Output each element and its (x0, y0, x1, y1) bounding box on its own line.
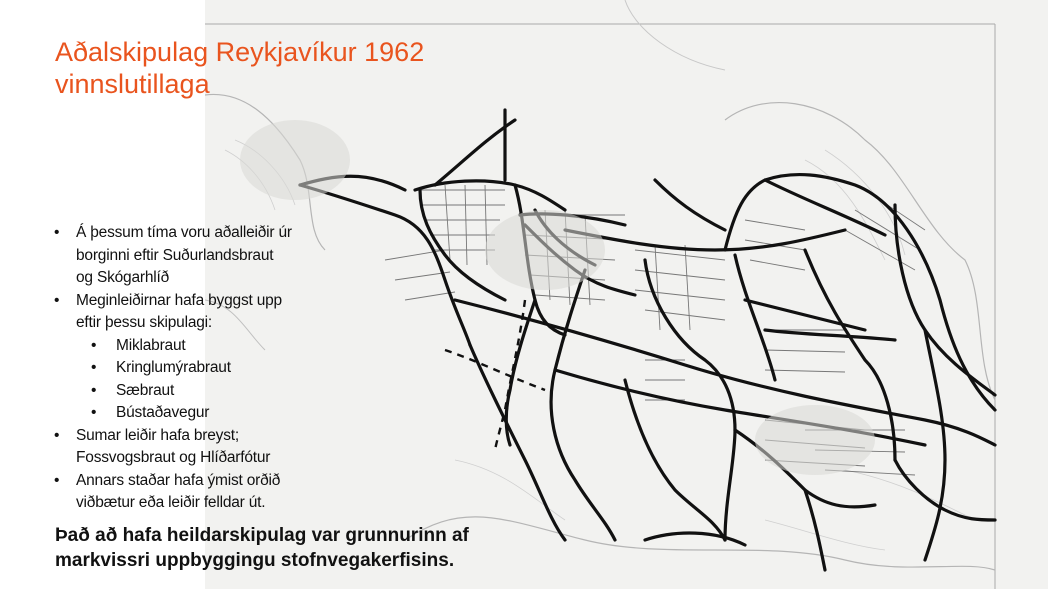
bullet-line: borginni eftir Suðurlandsbraut (76, 246, 274, 264)
bullet-line: • Annars staðar hafa ýmist orðið (76, 471, 281, 489)
bullet-line: • Á þessum tíma voru aðalleiðir úr (76, 224, 292, 241)
bullet-line: • Meginleiðirnar hafa byggst upp (76, 291, 282, 309)
bullet-item (54, 222, 354, 290)
bullet-item (54, 470, 354, 515)
conclusion-line: Það að hafa heildarskipulag var grunnurinn af (55, 525, 469, 546)
conclusion-line: markvissri uppbyggingu stofnvegakerfisins. (55, 550, 455, 571)
bullet-line: og Skógarhlíð (76, 269, 170, 286)
slide-title (55, 36, 475, 100)
bullet-list (54, 222, 354, 515)
sub-bullet-item: • Miklabraut (54, 335, 354, 358)
bullet-line: eftir þessu skipulagi: (76, 314, 213, 331)
bullet-item (54, 425, 354, 470)
sub-bullet-item: • Bústaðavegur (54, 402, 354, 425)
conclusion-text (55, 523, 525, 573)
sub-bullet-item: • Kringlumýrabraut (54, 357, 354, 380)
bullet-line: Fossvogsbraut og Hlíðarfótur (76, 449, 271, 466)
bullet-line: • Sumar leiðir hafa breyst; (76, 426, 239, 444)
title-line-1: Aðalskipulag Reykjavíkur 1962 (55, 37, 425, 67)
bullet-item (54, 290, 354, 335)
sub-bullet-item: • Sæbraut (54, 380, 354, 403)
bullet-line: viðbætur eða leiðir felldar út. (76, 494, 266, 511)
title-line-2: vinnslutillaga (55, 69, 210, 99)
